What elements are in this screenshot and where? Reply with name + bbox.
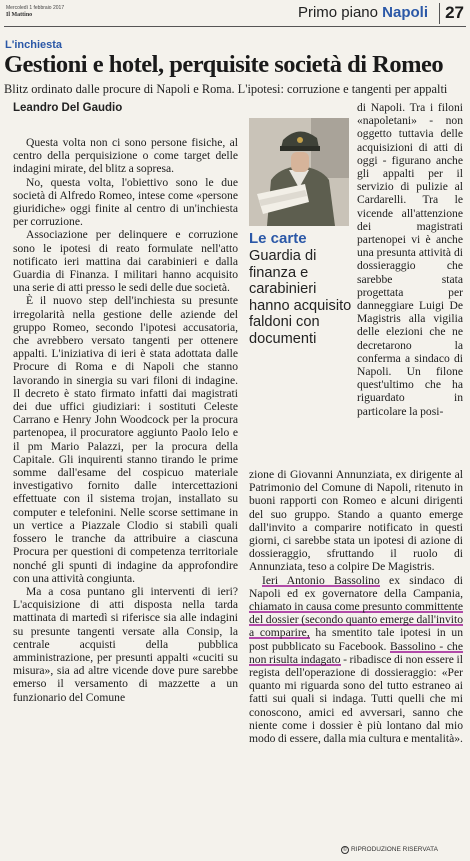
paragraph: zione di Giovanni Annunziata, ex dirigente al Patrimonio del Comune di Napoli, ritenuto in buoni rapporti con Romeo e alcuni dirigenti del suo gruppo. Stando a quanto emerge dall'invito a comparire notificato in questi giorni, ci sarebbe stata un ipotesi di azione di dossieraggio, sfruttando il ruolo di Annunziata, teso a colpire De Magistris. [249,468,463,574]
paragraph: È il nuovo step dell'inchiesta su presunte irregolarità nella gestione delle aziende del gruppo Romeo, secondo l'ipotesi accusatoria, che avrebbero versato tangenti per ottenere appalti. L'iniziativa di ieri è stata adottata dalle Procure di Roma e di Napoli che stanno lavorando in sinergia su vari filoni di indagine. Il decreto è stato firmato infatti dai magistrati dei due uffici giudiziari: i sostituti Celeste Carrano e Henry John Woodcock per la procura partenopea, il procuratore aggiunto Paolo Ielo e il pm Mario Palazzi, per la procura della Capitale. Gli inquirenti stanno tirando le prime somme dall'esame del cospicuo materiale investigativo fornito dalle intercettazioni effettuate con il sistema trojan, installato su computer e telefonini. Nelle scorse settimane in un vertice a Piazzale Clodio si stabilì quali fossero le tranche da attribuire a ciascuna Procura per questioni di competenza territoriale nonché gli spunti di indagine da approfondire con una attività congiunta. [13,294,238,585]
newspaper-name: Il Mattino [6,12,33,18]
copyright-icon: © [341,846,349,854]
text-run: ha smentito tale ipotesi in un post pubblicato su Facebook. [249,626,463,653]
copyright-notice [341,846,438,854]
page-header [4,2,466,27]
section-prefix: Primo piano [297,4,378,21]
paragraph: Associazione per delinquere e corruzione sono le ipotesi di reato formulate nell'atto notificato ieri mattina dai carabinieri e dalla Guardia di Finanza. I militari hanno acquisito una serie di atti presso le sedi delle due società. [13,228,238,295]
paragraph: No, questa volta, l'obiettivo sono le due società di Alfredo Romeo, intese come «persone giuridiche» oggi finite al centro di un'inchiesta per corruzione. [13,175,238,229]
photo-caption: Guardia di finanza e carabinieri hanno acquisito faldoni con documenti [249,248,352,347]
page-number: 27 [439,3,464,24]
article-column-2-top [357,101,463,465]
text-run: ex sindaco di Napoli ed ex governatore della Campania, [249,573,463,600]
article-title: Gestioni e hotel, perquisite società di Romeo [4,51,444,78]
highlighted-text: Ieri Antonio Bassolino [262,573,380,587]
highlighted-text: Bassolino - che non risulta indagato [249,639,463,666]
article-byline: Leandro Del Gaudio [13,102,123,114]
highlighted-paragraph [249,574,463,746]
article-column-1 [13,136,238,854]
section-title [298,4,428,21]
photo-caption-heading: Le carte [249,230,307,247]
article-column-2-bottom [249,468,463,856]
article-kicker: L'inchiesta [5,39,63,51]
text-run: - ribadisce di non essere il regista dell'operazione di dossieraggio: «Per quanto mi riguarda sono del tutto estraneo ai fatti sui quali si indaga. Tutti quelli che mi conoscono, amici ed avversari, sanno che niente come i dossier è più lontano dal mio modo di essere, dalla mia cultura e mentalità». [249,652,463,746]
issue-date: Mercoledì 1 febbraio 2017 [6,5,65,11]
paragraph: di Napoli. Tra i filoni «napoletani» - non oggetto tuttavia delle acquisizioni di atti di oggi - figurano anche gli appalti per il servizio di pulizie al Cardarelli. Tra le vicende all'attenzione dei magistrati partenopei vi è anche una presunta attività di dossieraggio che sarebbe stata progettata per danneggiare Luigi De Magistris alla vigilia delle elezioni che ne decretarono la conferma a sindaco di Napoli. Un filone quest'ultimo che ha riguardato in particolare la posi- [357,101,463,418]
rights-text: RIPRODUZIONE RISERVATA [351,846,438,853]
paragraph: Questa volta non ci sono persone fisiche, al centro della perquisizione o come target delle indagini mirate, del blitz a sopresa. [13,136,238,176]
soldier-photo-icon [249,118,349,226]
highlighted-text: chiamato in causa come presunto committente del dossier (secondo quanto emerge dall'invito a comparire, [249,600,463,640]
article-subtitle: Blitz ordinato dalle procure di Napoli e Roma. L'ipotesi: corruzione e tangenti per appalti [4,82,448,96]
paragraph: Ma a cosa puntano gli interventi di ieri? L'acquisizione di atti disposta nella tarda mattinata di martedì si riferisce sia alle indagini su presunte tangenti versate alla Consip, la centrale acquisti della pubblica amministrazione, per presunti appalti «cuciti su misura», sia ad altre vicende dove pure sarebbe emerso il versamento di mazzette a un funzionario del Comune [13,584,238,704]
section-name: Napoli [382,4,428,21]
